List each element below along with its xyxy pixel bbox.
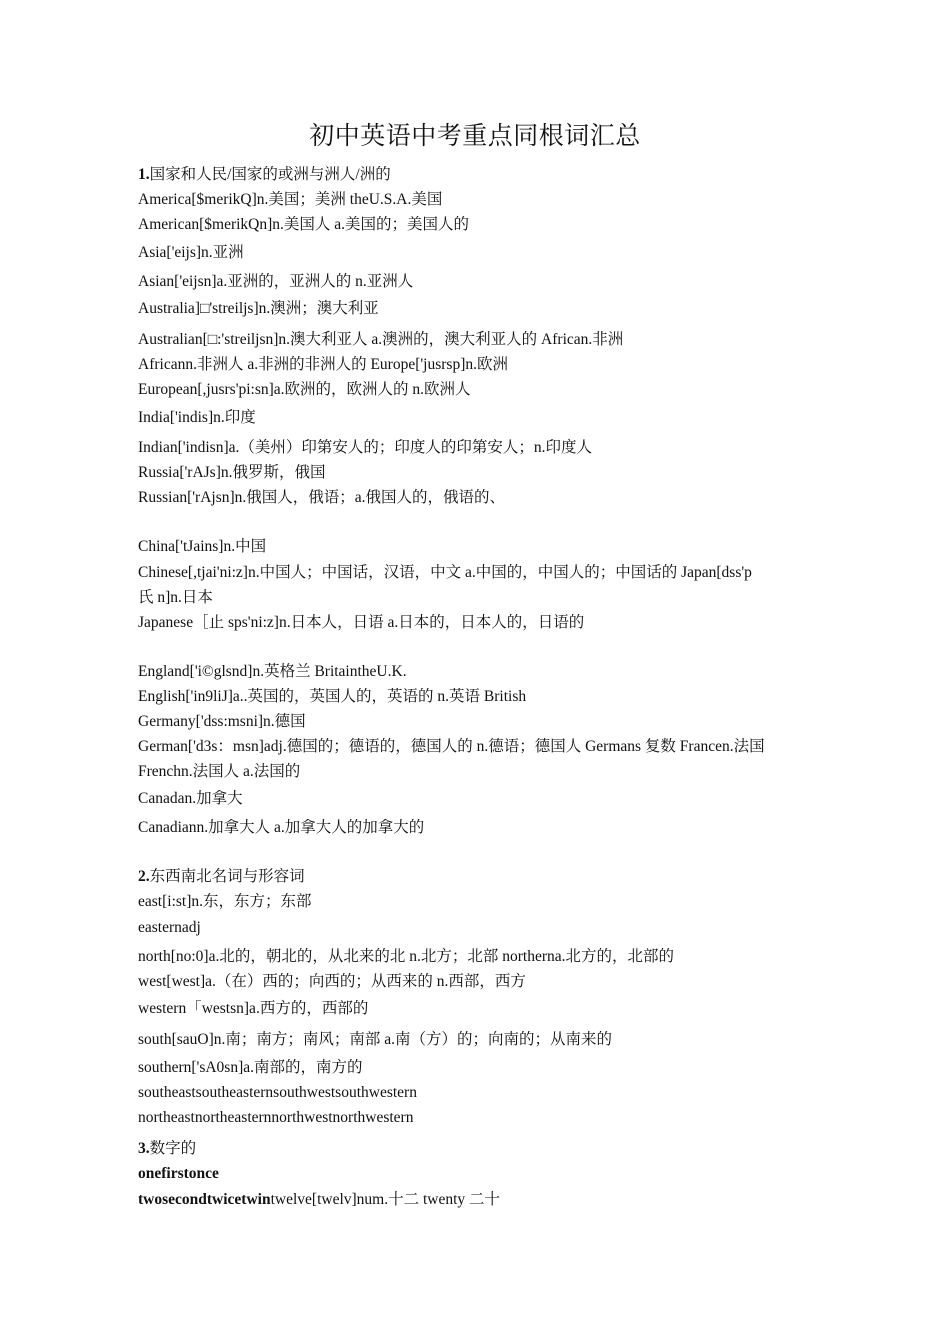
text-line: America[$merikQ]n.美国；美洲 theU.S.A.美国 [138,191,443,208]
plain-words: twelve[twelv]num.十二 twenty 二十 [270,1191,501,1208]
text-line: Germany['dss:msni]n.德国 [138,713,306,730]
text-line: England['i©glsnd]n.英格兰 BritaintheU.K. [138,663,407,680]
text-line: Russia['rAJs]n.俄罗斯，俄国 [138,464,326,481]
text-line: American[$merikQn]n.美国人 a.美国的；美国人的 [138,216,470,233]
text-line: Africann.非洲人 a.非洲的非洲人的 Europe['jusrsp]n.欧洲 [138,356,508,373]
section-title: 数字的 [149,1140,197,1157]
text-line: east[i:st]n.东，东方；东部 [138,893,312,910]
text-line: onefirstonce [138,1165,219,1182]
text-line: southern['sA0sn]a.南部的，南方的 [138,1059,363,1076]
text-line: Australia]□'streiljs]n.澳洲；澳大利亚 [138,300,379,317]
section-heading [138,867,305,887]
section-number: 3. [138,1140,150,1157]
text-line: Russian['rAjsn]n.俄国人，俄语；a.俄国人的，俄语的、 [138,489,506,506]
text-line [138,1190,500,1210]
text-line: southeastsoutheasternsouthwestsouthwestern [138,1084,417,1101]
section-heading [138,1139,196,1159]
text-line: Australian[□:'streiljsn]n.澳大利亚人 a.澳洲的，澳大利亚人的 African.非洲 [138,331,624,348]
section-title: 国家和人民/国家的或洲与洲人/洲的 [149,166,391,183]
section-number: 2. [138,868,150,885]
text-line: Indian['indisn]a.（美州）印第安人的；印度人的印第安人；n.印度人 [138,439,592,456]
section-title: 东西南北名词与形容词 [149,868,305,885]
text-line: Asian['eijsn]a.亚洲的，亚洲人的 n.亚洲人 [138,273,414,290]
text-line: south[sauO]n.南；南方；南风；南部 a.南（方）的；向南的；从南来的 [138,1031,613,1048]
page-title: 初中英语中考重点同根词汇总 [309,123,641,150]
text-line: Canadan.加拿大 [138,790,243,807]
text-line: Asia['eijs]n.亚洲 [138,244,244,261]
text-line: northeastnortheasternnorthwestnorthwestern [138,1109,414,1126]
text-line: easternadj [138,919,201,936]
text-line: 氏 n]n.日本 [138,589,213,606]
text-line: English['in9liJ]a..英国的，英国人的，英语的 n.英语 British [138,688,527,705]
text-line: German['d3s：msn]adj.德国的；德语的，德国人的 n.德语；德国人 Germans 复数 Francen.法国 [138,738,765,755]
text-line: north[no:0]a.北的，朝北的，从北来的北 n.北方；北部 northerna.北方的，北部的 [138,948,674,965]
text-line: Japanese［止 sps'ni:z]n.日本人，日语 a.日本的，日本人的，日语的 [138,614,585,631]
bold-words: twosecondtwicetwin [138,1191,271,1208]
text-line: Canadiann.加拿大人 a.加拿大人的加拿大的 [138,819,425,836]
text-line: western「westsn]a.西方的，西部的 [138,1000,369,1017]
section-heading [138,165,391,185]
section-number: 1. [138,166,150,183]
text-line: Chinese[,tjai'ni:z]n.中国人；中国话，汉语，中文 a.中国的，中国人的；中国话的 Japan[dss'p [138,564,752,581]
text-line: China['tJains]n.中国 [138,538,267,555]
text-line: India['indis]n.印度 [138,409,256,426]
text-line: European[,jusrs'pi:sn]a.欧洲的，欧洲人的 n.欧洲人 [138,381,471,398]
text-line: west[west]a.（在）西的；向西的；从西来的 n.西部，西方 [138,973,526,990]
text-line: Frenchn.法国人 a.法国的 [138,763,301,780]
